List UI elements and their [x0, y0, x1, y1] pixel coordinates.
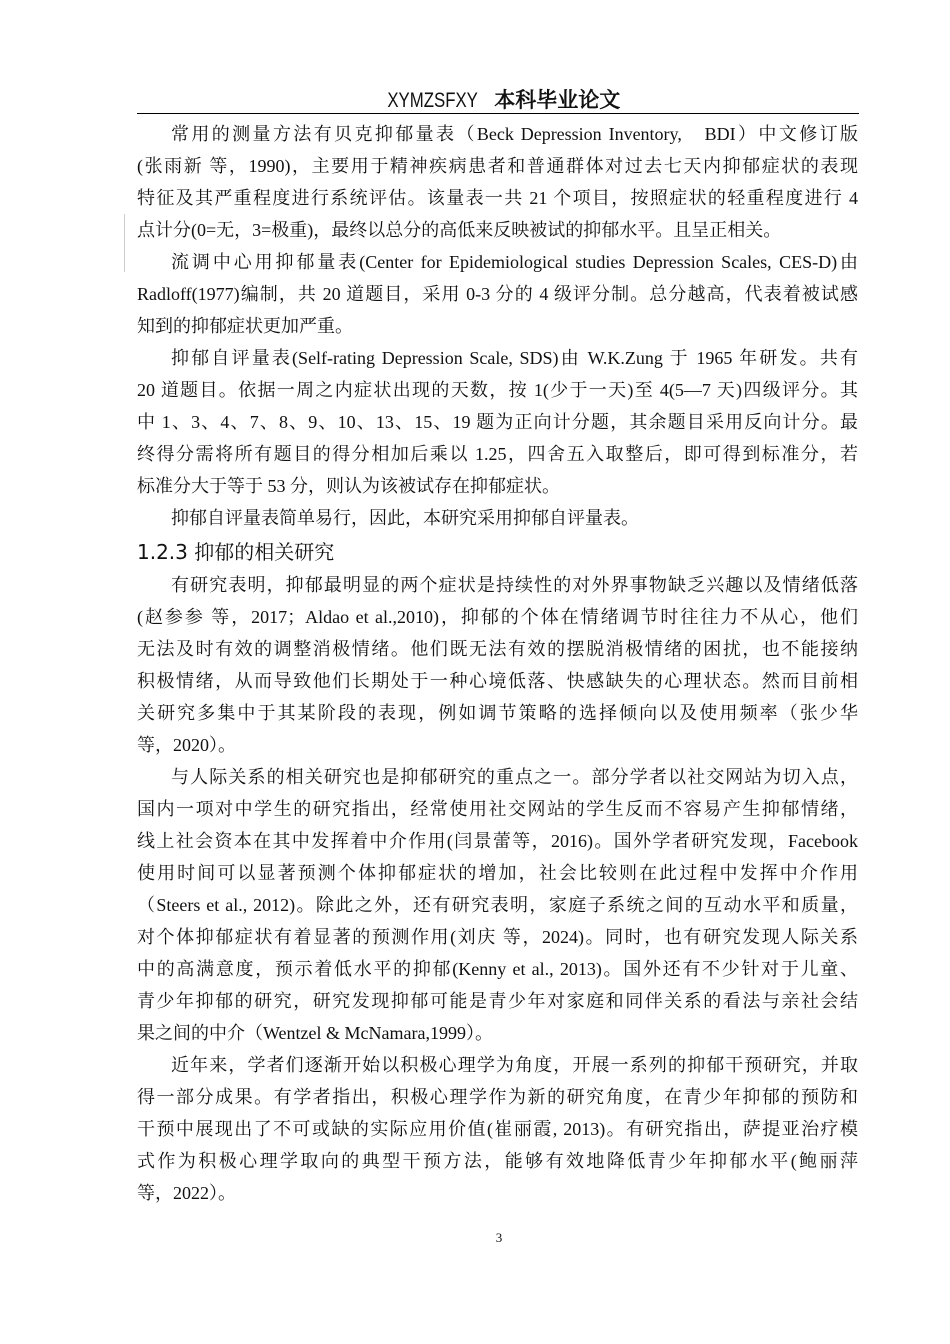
text-line: 干预中展现出了不可或缺的实际应用价值(崔丽霞, 2013)。有研究指出，萨提亚治疗模	[137, 1119, 858, 1139]
text-line: 式作为积极心理学取向的典型干预方法，能够有效地降低青少年抑郁水平(鲍丽萍	[137, 1151, 858, 1171]
margin-mark	[124, 214, 125, 272]
text-line: 抑郁自评量表(Self-rating Depression Scale, SDS)由 W.K.Zung 于 1965 年研发。共有	[171, 348, 858, 368]
text-line: Radloff(1977)编制，共 20 道题目，采用 0-3 分的 4 级评分制。总分越高，代表着被试感	[137, 284, 858, 304]
text-line: 对个体抑郁症状有着显著的预测作用(刘庆 等，2024)。同时，也有研究发现人际关系	[137, 927, 858, 947]
text-line: 点计分(0=无，3=极重)，最终以总分的高低来反映被试的抑郁水平。且呈正相关。	[137, 220, 782, 240]
paragraph	[137, 1049, 858, 1209]
text-line: 常用的测量方法有贝克抑郁量表（Beck Depression Inventory, BDI）中文修订版	[171, 124, 858, 144]
text-line: 标准分大于等于 53 分，则认为该被试存在抑郁症状。	[137, 476, 560, 496]
text-line: 近年来，学者们逐渐开始以积极心理学为角度，开展一系列的抑郁干预研究，并取	[171, 1055, 858, 1075]
text-line: 终得分需将所有题目的得分相加后乘以 1.25，四舍五入取整后，即可得到标准分，若	[137, 444, 858, 464]
text-line: 果之间的中介（Wentzel & McNamara,1999）。	[137, 1023, 493, 1043]
section-heading: 1.2.3 抑郁的相关研究	[137, 540, 335, 564]
text-line: 与人际关系的相关研究也是抑郁研究的重点之一。部分学者以社交网站为切入点，	[171, 767, 858, 787]
text-line: 等，2020）。	[137, 735, 236, 755]
text-line: 特征及其严重程度进行系统评估。该量表一共 21 个项目，按照症状的轻重程度进行 4	[137, 188, 858, 208]
header-rule	[137, 113, 859, 114]
paragraph	[137, 761, 858, 1049]
page-header	[137, 86, 859, 115]
text-line: 国内一项对中学生的研究指出，经常使用社交网站的学生反而不容易产生抑郁情绪，	[137, 799, 858, 819]
paragraph	[137, 342, 858, 502]
text-line: （Steers et al., 2012)。除此之外，还有研究表明，家庭子系统之间的互动水平和质量，	[137, 895, 858, 915]
header-title-en: XYMZSFXY	[387, 89, 478, 112]
text-line: (赵参参 等，2017；Aldao et al.,2010)，抑郁的个体在情绪调节时往往力不从心，他们	[137, 607, 858, 627]
paragraph	[137, 569, 858, 761]
text-line: 知到的抑郁症状更加严重。	[137, 316, 353, 336]
paragraph-group-1	[137, 118, 858, 534]
text-line: 等，2022）。	[137, 1183, 236, 1203]
text-line: 中的高满意度，预示着低水平的抑郁(Kenny et al., 2013)。国外还有不少针对于儿童、	[137, 959, 858, 979]
text-line: 得一部分成果。有学者指出，积极心理学作为新的研究角度，在青少年抑郁的预防和	[137, 1087, 858, 1107]
text-line: 20 道题目。依据一周之内症状出现的天数，按 1(少于一天)至 4(5—7 天)四级评分。其	[137, 380, 858, 400]
paragraph	[137, 502, 858, 534]
text-line: 有研究表明，抑郁最明显的两个症状是持续性的对外界事物缺乏兴趣以及情绪低落	[171, 575, 858, 595]
text-line: 无法及时有效的调整消极情绪。他们既无法有效的摆脱消极情绪的困扰，也不能接纳	[137, 639, 858, 659]
text-line: 青少年抑郁的研究，研究发现抑郁可能是青少年对家庭和同伴关系的看法与亲社会结	[137, 991, 858, 1011]
text-line: 中 1、3、4、7、8、9、10、13、15、19 题为正向计分题，其余题目采用反向计分。最	[137, 412, 858, 432]
paragraph-group-2	[137, 569, 858, 1209]
text-line: 流调中心用抑郁量表(Center for Epidemiological studies Depression Scales, CES-D)由	[171, 252, 858, 272]
page-number: 3	[495, 1230, 503, 1245]
text-line: 使用时间可以显著预测个体抑郁症状的增加，社会比较则在此过程中发挥中介作用	[137, 863, 858, 883]
document-body	[137, 118, 858, 1209]
text-line: 关研究多集中于其某阶段的表现，例如调节策略的选择倾向以及使用频率（张少华	[137, 703, 858, 723]
paragraph	[137, 246, 858, 342]
text-line: (张雨新 等，1990)，主要用于精神疾病患者和普通群体对过去七天内抑郁症状的表现	[137, 156, 858, 176]
header-title-cn: 本科毕业论文	[494, 88, 621, 112]
text-line: 抑郁自评量表简单易行，因此，本研究采用抑郁自评量表。	[171, 508, 639, 528]
text-line: 线上社会资本在其中发挥着中介作用(闫景蕾等，2016)。国外学者研究发现，Facebook	[137, 831, 858, 851]
paragraph	[137, 118, 858, 246]
text-line: 积极情绪，从而导致他们长期处于一种心境低落、快感缺失的心理状态。然而目前相	[137, 671, 858, 691]
